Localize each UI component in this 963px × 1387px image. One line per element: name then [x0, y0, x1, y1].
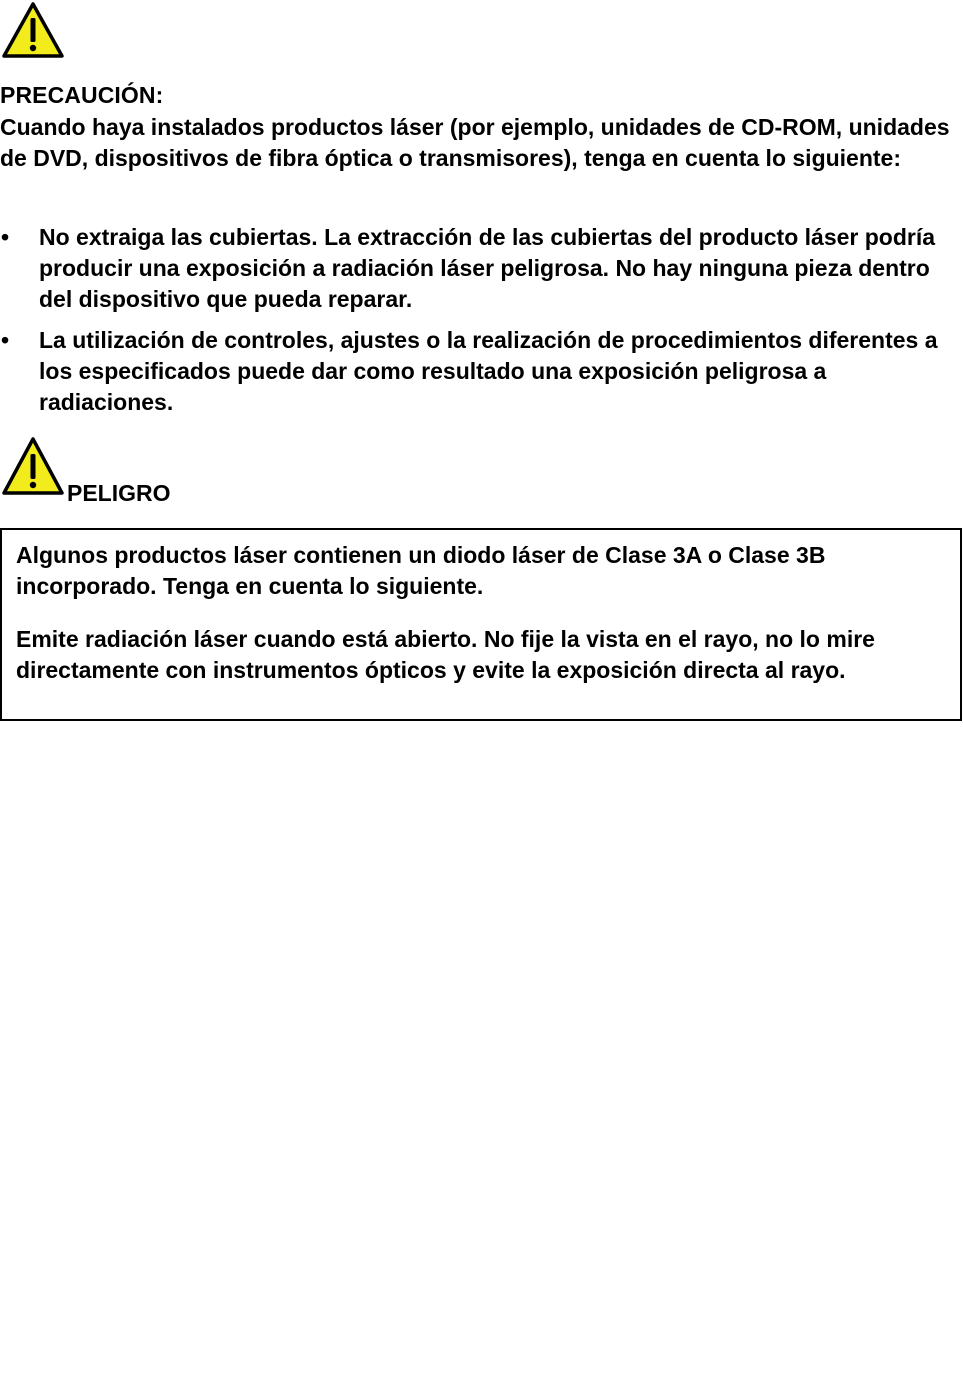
danger-heading: PELIGRO: [67, 480, 171, 506]
caution-intro: Cuando haya instalados productos láser (por ejemplo, unidades de CD-ROM, unidades de DVD, dispositivos de fibra óptica o transmisores), tenga en cuenta lo siguiente:: [0, 114, 950, 171]
danger-paragraph: Algunos productos láser contienen un diodo láser de Clase 3A o Clase 3B incorporado. Tenga en cuenta lo siguiente.: [16, 542, 826, 599]
list-item-text: La utilización de controles, ajustes o la realización de procedimientos diferentes a los especificados puede dar como resultado una exposición peligrosa a radiaciones.: [39, 327, 938, 415]
bullet: •: [1, 224, 10, 250]
danger-notice-box: [0, 528, 962, 721]
list-item-text: No extraiga las cubiertas. La extracción de las cubiertas del producto láser podría producir una exposición a radiación láser peligrosa. No hay ninguna pieza dentro del dispositivo que pueda reparar.: [39, 224, 936, 312]
caution-heading: PRECAUCIÓN:: [0, 82, 164, 108]
bullet: •: [1, 327, 10, 353]
danger-paragraph: Emite radiación láser cuando está abierto. No fije la vista en el rayo, no lo mire directamente con instrumentos ópticos y evite la exposición directa al rayo.: [16, 626, 875, 683]
list-item: [0, 325, 962, 418]
warning-triangle-icon: [1, 1, 65, 59]
caution-list: [0, 222, 962, 428]
list-item: [0, 222, 962, 315]
warning-triangle-icon: [1, 436, 65, 496]
